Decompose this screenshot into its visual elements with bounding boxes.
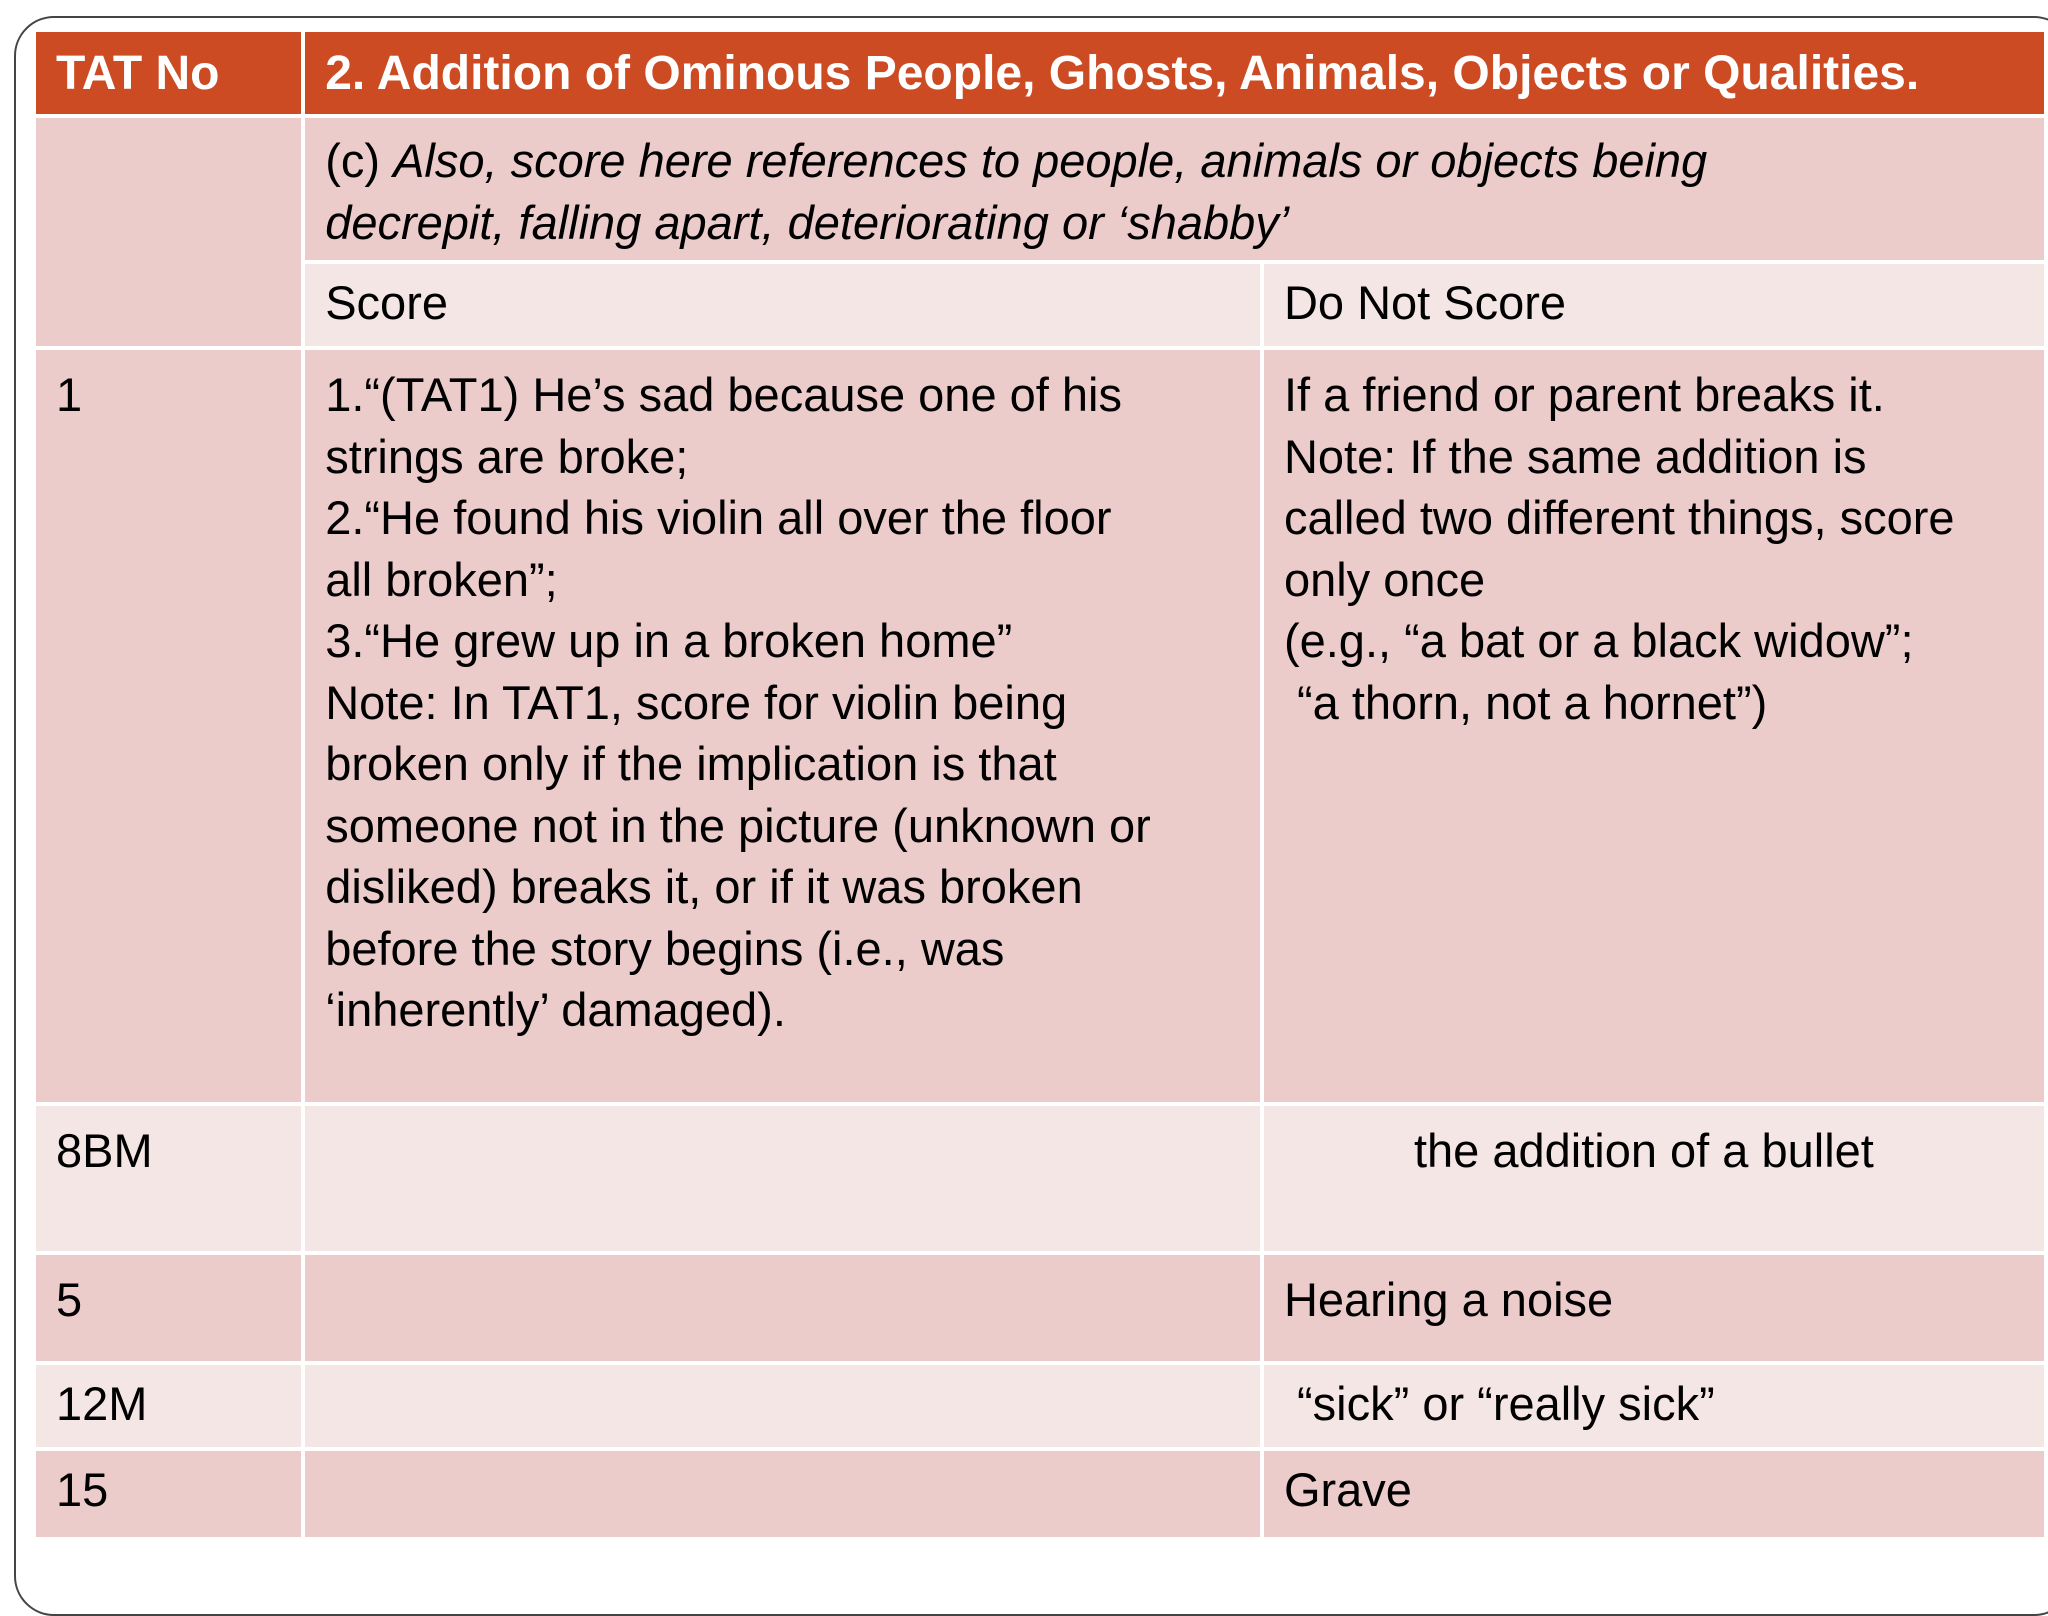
subcategory-description	[303, 116, 2046, 262]
header-tat-no: TAT No	[34, 30, 303, 116]
do-not-score-line: Note: If the same addition is	[1283, 429, 1867, 483]
table-row	[34, 1363, 2046, 1449]
do-not-score-line: “a thorn, not a hornet”)	[1283, 675, 1768, 729]
table-row	[34, 1104, 2046, 1253]
tat-number: 15	[34, 1449, 303, 1539]
score-line: before the story begins (i.e., was	[325, 921, 1005, 975]
do-not-score-line: If a friend or parent breaks it.	[1283, 368, 1885, 421]
score-line: Note: In TAT1, score for violin being	[325, 675, 1068, 729]
do-not-score-cell: Grave	[1262, 1449, 2046, 1539]
header-category-title: 2. Addition of Ominous People, Ghosts, Animals, Objects or Qualities.	[303, 30, 2046, 116]
score-line: 3.“He grew up in a broken home”	[325, 614, 1013, 667]
do-not-score-cell: Hearing a noise	[1262, 1253, 2046, 1363]
subcategory-prefix: (c)	[325, 134, 394, 187]
score-line: broken only if the implication is that	[325, 737, 1057, 790]
tat-number: 5	[34, 1253, 303, 1363]
score-line: all broken”;	[325, 552, 558, 606]
do-not-score-line: (e.g., “a bat or a black widow”;	[1283, 614, 1914, 667]
subcategory-text-line1: Also, score here references to people, animals or objects being	[393, 134, 1708, 187]
score-cell	[303, 1253, 1262, 1363]
scoring-table	[32, 28, 2048, 1541]
score-line: disliked) breaks it, or if it was broken	[325, 860, 1083, 913]
table-row	[34, 348, 2046, 1104]
column-header-score: Score	[303, 262, 1262, 348]
table-row	[34, 1449, 2046, 1539]
score-examples	[303, 348, 1262, 1104]
score-line: ‘inherently’ damaged).	[325, 983, 786, 1036]
do-not-score-line: only once	[1283, 552, 1486, 606]
do-not-score-cell: “sick” or “really sick”	[1262, 1363, 2046, 1449]
tat-number: 12M	[34, 1363, 303, 1449]
do-not-score-examples	[1262, 348, 2046, 1104]
tat-number: 8BM	[34, 1104, 303, 1253]
score-line: someone not in the picture (unknown or	[325, 798, 1151, 852]
score-cell	[303, 1449, 1262, 1539]
tat-number: 1	[34, 348, 303, 1104]
subheader-row	[34, 116, 2046, 262]
score-line: strings are broke;	[325, 429, 689, 483]
empty-tat-cell	[34, 116, 303, 348]
do-not-score-line: called two different things, score	[1283, 491, 1955, 544]
do-not-score-cell: the addition of a bullet	[1262, 1104, 2046, 1253]
score-line: 2.“He found his violin all over the floor	[325, 491, 1112, 544]
header-row	[34, 30, 2046, 116]
score-cell	[303, 1363, 1262, 1449]
table-row	[34, 1253, 2046, 1363]
column-header-do-not-score: Do Not Score	[1262, 262, 2046, 348]
score-cell	[303, 1104, 1262, 1253]
column-header-row	[34, 262, 2046, 348]
subcategory-text-line2: decrepit, falling apart, deteriorating or ‘shabby’	[325, 195, 1290, 249]
score-line: 1.“(TAT1) He’s sad because one of his	[325, 368, 1122, 421]
